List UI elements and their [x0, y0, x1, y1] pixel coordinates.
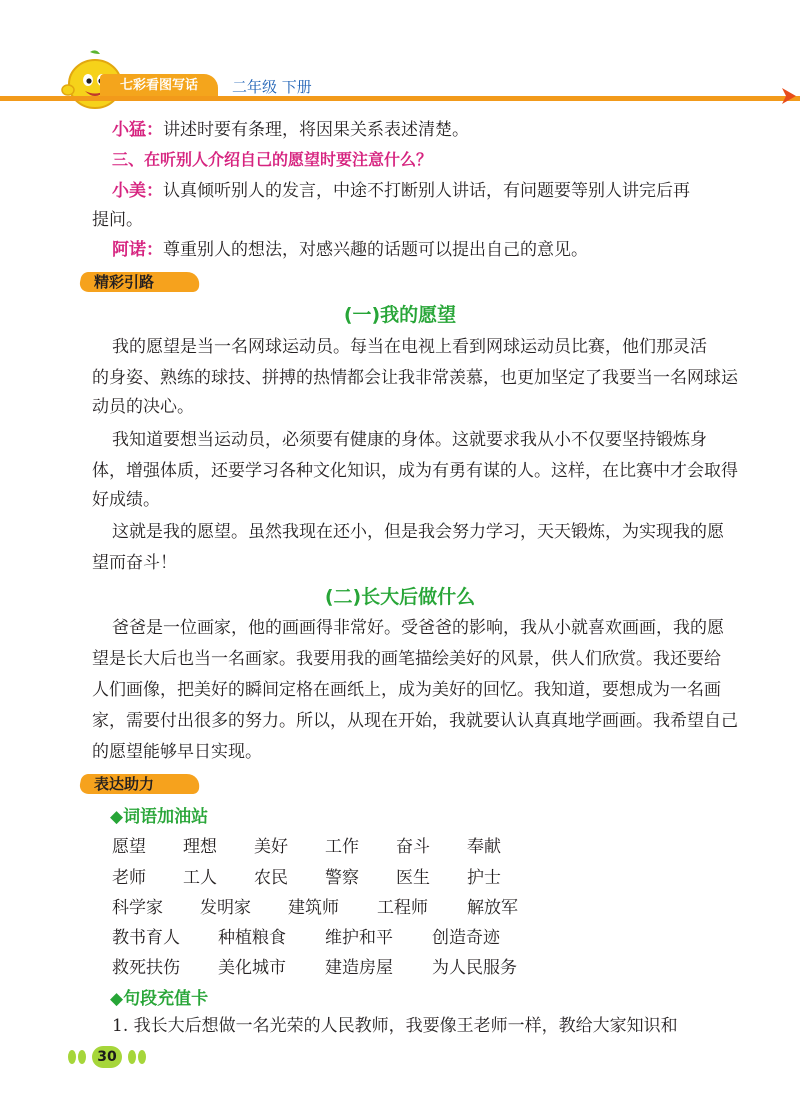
sentence-heading: ◆句段充值卡: [110, 989, 209, 1009]
vocab-word: 科学家: [112, 898, 163, 918]
vocab-word: 医生: [396, 868, 430, 888]
vocab-word: 理想: [183, 837, 217, 857]
vocab-word: 美好: [254, 837, 288, 857]
arrow-tip-icon: [782, 88, 796, 108]
essay1-line: 动员的决心。: [92, 397, 194, 417]
vocab-word: 种植粮食: [218, 928, 286, 948]
essay2-line: 望是长大后也当一名画家。我要用我的画笔描绘美好的风景，供人们欣赏。我还要给: [92, 649, 721, 669]
vocab-word: 建造房屋: [325, 958, 393, 978]
essay1-line: 的身姿、熟练的球技、拼搏的热情都会让我非常羡慕，也更加坚定了我要当一名网球运: [92, 368, 738, 388]
vocab-word: 维护和平: [325, 928, 393, 948]
essay1-line: 好成绩。: [92, 490, 160, 510]
pager-chevron-icon: [78, 1050, 86, 1064]
essay1-line: 体，增强体质，还要学习各种文化知识，成为有勇有谋的人。这样，在比赛中才会取得: [92, 461, 738, 481]
pager-chevron-icon: [138, 1050, 146, 1064]
series-title-tab: 七彩看图写话: [100, 74, 218, 98]
vocab-word: 奋斗: [396, 837, 430, 857]
vocab-word: 警察: [325, 868, 359, 888]
dialogue-line: 阿诺：尊重别人的想法，对感兴趣的话题可以提出自己的意见。: [112, 240, 588, 260]
header-rule: [0, 96, 800, 101]
essay1-line: 望而奋斗！: [92, 553, 177, 573]
essay2-title: (二)长大后做什么: [324, 586, 476, 608]
essay1-title: (一)我的愿望: [343, 304, 457, 326]
vocab-word: 奉献: [467, 837, 501, 857]
essay2-line: 人们画像，把美好的瞬间定格在画纸上，成为美好的回忆。我知道，要想成为一名画: [92, 680, 721, 700]
section-label-jingcai: 精彩引路: [88, 270, 154, 294]
vocab-heading: ◆词语加油站: [110, 807, 209, 827]
dialogue-line: 小猛：讲述时要有条理，将因果关系表述清楚。: [112, 120, 469, 140]
essay1-line: 我知道要想当运动员，必须要有健康的身体。这就要求我从小不仅要坚持锻炼身: [112, 430, 707, 450]
essay2-line: 的愿望能够早日实现。: [92, 742, 262, 762]
vocab-word: 美化城市: [218, 958, 286, 978]
dialogue-line: 小美：认真倾听别人的发言，中途不打断别人讲话，有问题要等别人讲完后再: [112, 181, 690, 201]
section-label-biaoda: 表达助力: [88, 772, 154, 796]
vocab-word: 教书育人: [112, 928, 180, 948]
dialogue-line-cont: 提问。: [92, 210, 143, 230]
vocab-word: 解放军: [467, 898, 518, 918]
vocab-word: 为人民服务: [432, 958, 517, 978]
vocab-word: 救死扶伤: [112, 958, 180, 978]
vocab-word: 工作: [325, 837, 359, 857]
essay1-line: 我的愿望是当一名网球运动员。每当在电视上看到网球运动员比赛，他们那灵活: [112, 337, 707, 357]
vocab-word: 愿望: [112, 837, 146, 857]
pager-chevron-icon: [68, 1050, 76, 1064]
vocab-word: 农民: [254, 868, 288, 888]
vocab-word: 护士: [467, 868, 501, 888]
vocab-word: 工程师: [377, 898, 428, 918]
vocab-word: 建筑师: [288, 898, 339, 918]
vocab-word: 工人: [183, 868, 217, 888]
pager-chevron-icon: [128, 1050, 136, 1064]
page-number: 30: [92, 1046, 122, 1068]
vocab-word: 老师: [112, 868, 146, 888]
essay2-line: 爸爸是一位画家，他的画画得非常好。受爸爸的影响，我从小就喜欢画画，我的愿: [112, 618, 724, 638]
question-line: 三、在听别人介绍自己的愿望时要注意什么？: [112, 150, 433, 169]
sentence-line: 1. 我长大后想做一名光荣的人民教师，我要像王老师一样，教给大家知识和: [112, 1016, 678, 1036]
essay1-line: 这就是我的愿望。虽然我现在还小，但是我会努力学习，天天锻炼，为实现我的愿: [112, 522, 724, 542]
vocab-word: 发明家: [200, 898, 251, 918]
vocab-word: 创造奇迹: [432, 928, 500, 948]
essay2-line: 家，需要付出很多的努力。所以，从现在开始，我就要认认真真地学画画。我希望自己: [92, 711, 738, 731]
grade-label: 二年级 下册: [232, 78, 312, 96]
